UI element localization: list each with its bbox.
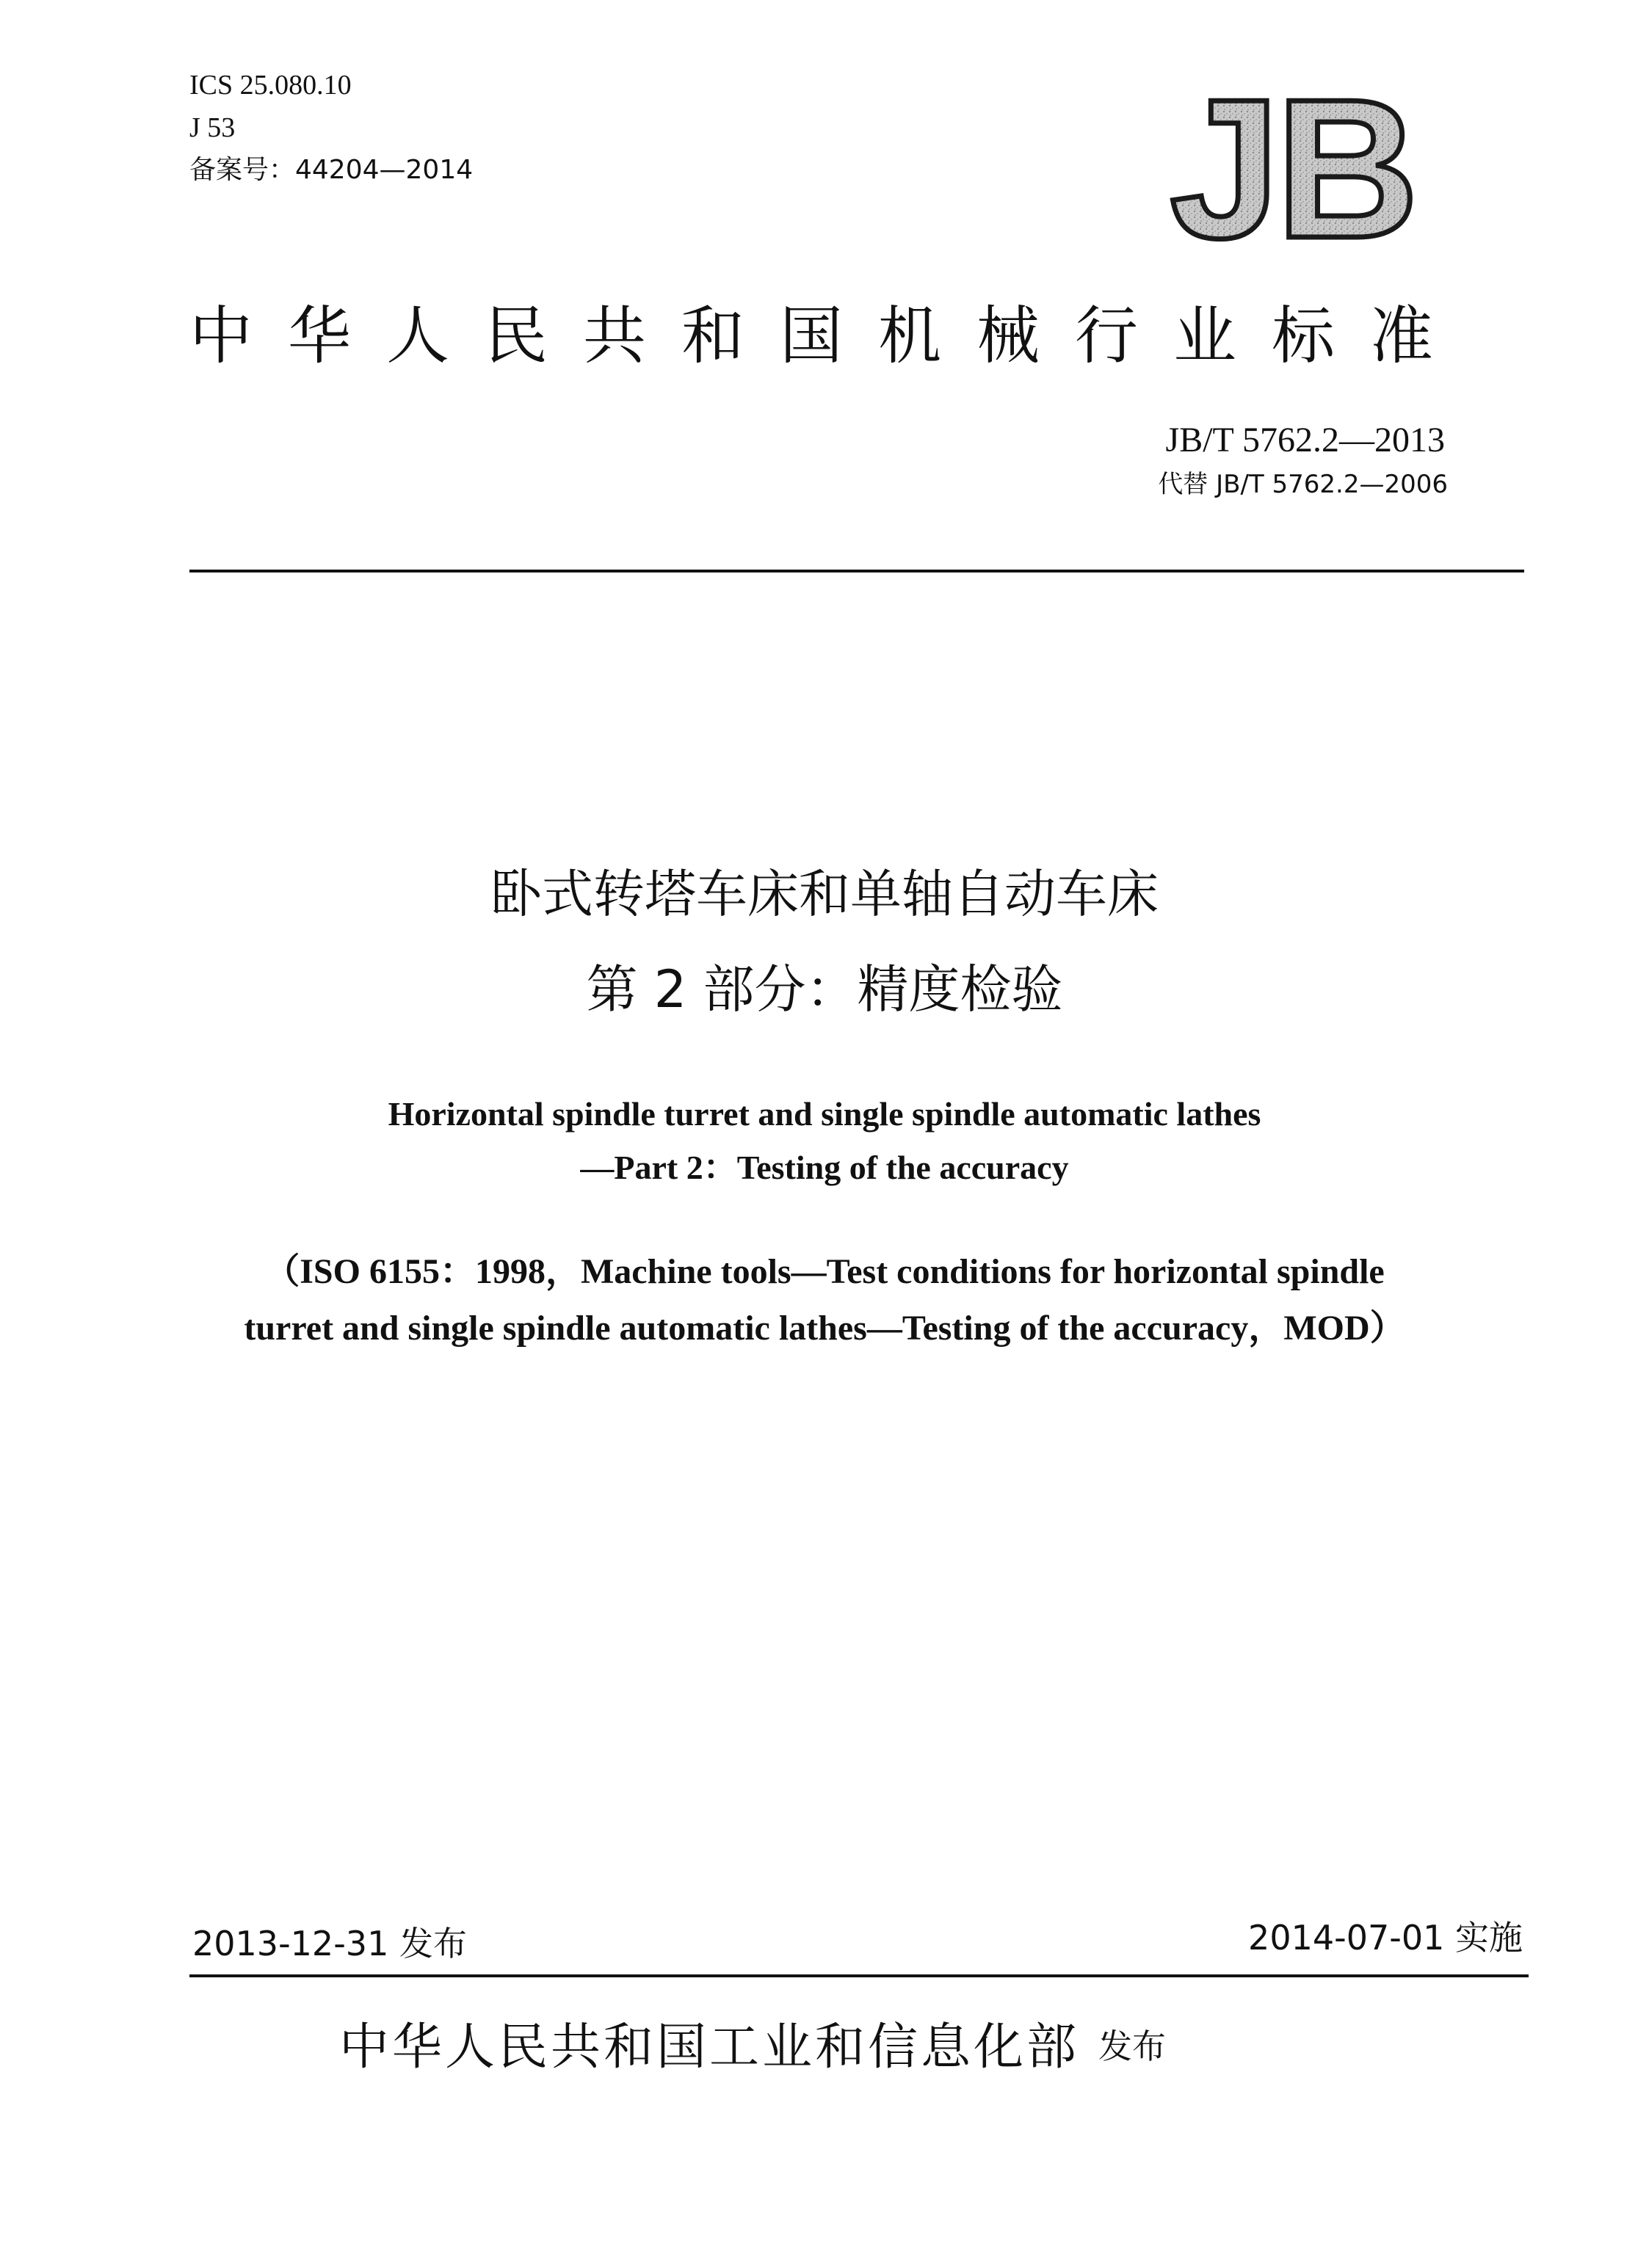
issue-date: 2013-12-31 发布 [192, 1924, 467, 1963]
effective-date: 2014-07-01 实施 [1248, 1918, 1523, 1958]
standard-category: 中华人民共和国机械行业标准 [189, 299, 1468, 373]
record-number: 备案号：44204—2014 [189, 155, 474, 185]
jb-logo [1134, 87, 1450, 255]
j-classification-code: J 53 [189, 112, 236, 143]
header-divider [189, 570, 1524, 573]
replaces-standard: 代替 JB/T 5762.2—2006 [1158, 470, 1448, 499]
issuer-suffix: 发布 [1098, 2027, 1167, 2066]
jb-logo-text: JB [1170, 87, 1415, 255]
title-chinese-line-2: 第 2 部分：精度检验 [586, 959, 1063, 1019]
footer-divider [189, 1974, 1529, 1977]
iso-reference-line-1: （ISO 6155：1998，Machine tools—Test conditions for horizontal spindle [264, 1252, 1385, 1291]
issuer-name: 中华人民共和国工业和信息化部 [339, 2018, 1080, 2076]
issuer [339, 2016, 1166, 2079]
title-english-line-2: —Part 2：Testing of the accuracy [580, 1149, 1069, 1186]
iso-reference-line-2: turret and single spindle automatic lathes—Testing of the accuracy，MOD） [244, 1309, 1405, 1348]
title-english-line-1: Horizontal spindle turret and single spindle automatic lathes [388, 1095, 1261, 1133]
ics-code: ICS 25.080.10 [189, 70, 352, 101]
standard-number: JB/T 5762.2—2013 [1165, 421, 1445, 459]
title-chinese-line-1: 卧式转塔车床和单轴自动车床 [490, 864, 1159, 924]
